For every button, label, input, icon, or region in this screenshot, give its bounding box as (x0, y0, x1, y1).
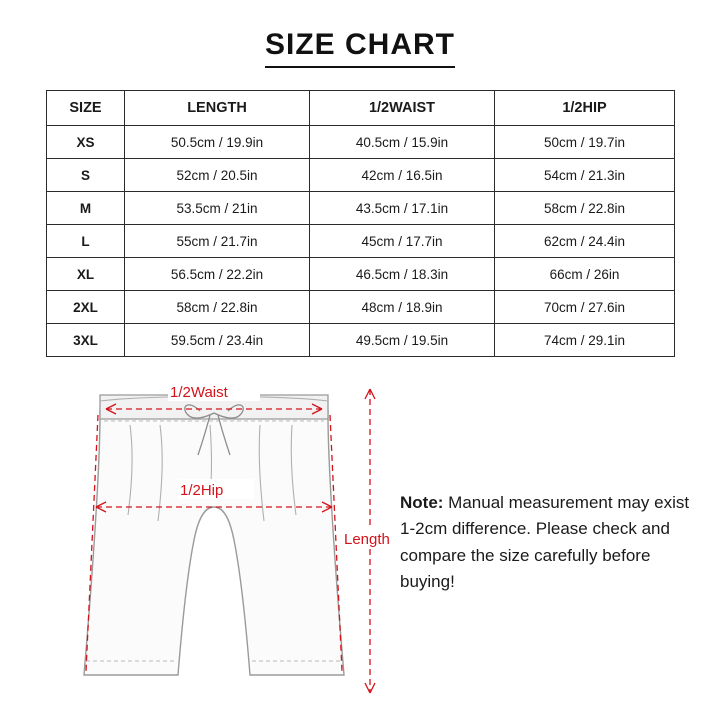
note-prefix: Note: (400, 493, 444, 512)
cell-half-hip: 74cm / 29.1in (495, 324, 675, 357)
note-body: Manual measurement may exist 1-2cm difference. Please check and compare the size carefully before buying! (400, 493, 690, 592)
table-row (47, 159, 675, 192)
table-row (47, 126, 675, 159)
cell-half-waist: 40.5cm / 15.9in (310, 126, 495, 159)
cell-half-hip: 50cm / 19.7in (495, 126, 675, 159)
cell-length: 56.5cm / 22.2in (125, 258, 310, 291)
cell-half-hip: 54cm / 21.3in (495, 159, 675, 192)
cell-half-waist: 48cm / 18.9in (310, 291, 495, 324)
table-row (47, 192, 675, 225)
page-title-wrap (0, 0, 720, 68)
cell-size: S (47, 159, 125, 192)
page-title: SIZE CHART (265, 28, 455, 68)
table-row (47, 291, 675, 324)
column-header-length: LENGTH (125, 91, 310, 126)
cell-size: 2XL (47, 291, 125, 324)
cell-length: 55cm / 21.7in (125, 225, 310, 258)
shorts-diagram-svg (60, 375, 410, 715)
cell-length: 50.5cm / 19.9in (125, 126, 310, 159)
cell-length: 59.5cm / 23.4in (125, 324, 310, 357)
cell-size: XS (47, 126, 125, 159)
column-header-half-hip: 1/2HIP (495, 91, 675, 126)
table-row (47, 258, 675, 291)
cell-half-hip: 62cm / 24.4in (495, 225, 675, 258)
cell-half-hip: 66cm / 26in (495, 258, 675, 291)
diagram-and-note (0, 375, 720, 720)
cell-length: 53.5cm / 21in (125, 192, 310, 225)
table-row (47, 324, 675, 357)
column-header-half-waist: 1/2WAIST (310, 91, 495, 126)
cell-half-hip: 70cm / 27.6in (495, 291, 675, 324)
cell-length: 52cm / 20.5in (125, 159, 310, 192)
note-text (400, 490, 690, 595)
cell-length: 58cm / 22.8in (125, 291, 310, 324)
cell-size: XL (47, 258, 125, 291)
table-header-row (47, 91, 675, 126)
cell-size: 3XL (47, 324, 125, 357)
column-header-size: SIZE (47, 91, 125, 126)
size-table (46, 90, 675, 357)
cell-size: M (47, 192, 125, 225)
cell-size: L (47, 225, 125, 258)
half-hip-label: 1/2Hip (180, 482, 224, 499)
cell-half-waist: 45cm / 17.7in (310, 225, 495, 258)
table-row (47, 225, 675, 258)
shorts-diagram (60, 375, 410, 715)
cell-half-hip: 58cm / 22.8in (495, 192, 675, 225)
size-table-wrap (46, 90, 674, 357)
cell-half-waist: 43.5cm / 17.1in (310, 192, 495, 225)
length-label: Length (344, 531, 390, 548)
cell-half-waist: 49.5cm / 19.5in (310, 324, 495, 357)
shorts-outline (84, 410, 344, 675)
cell-half-waist: 46.5cm / 18.3in (310, 258, 495, 291)
half-waist-label: 1/2Waist (170, 384, 228, 401)
cell-half-waist: 42cm / 16.5in (310, 159, 495, 192)
